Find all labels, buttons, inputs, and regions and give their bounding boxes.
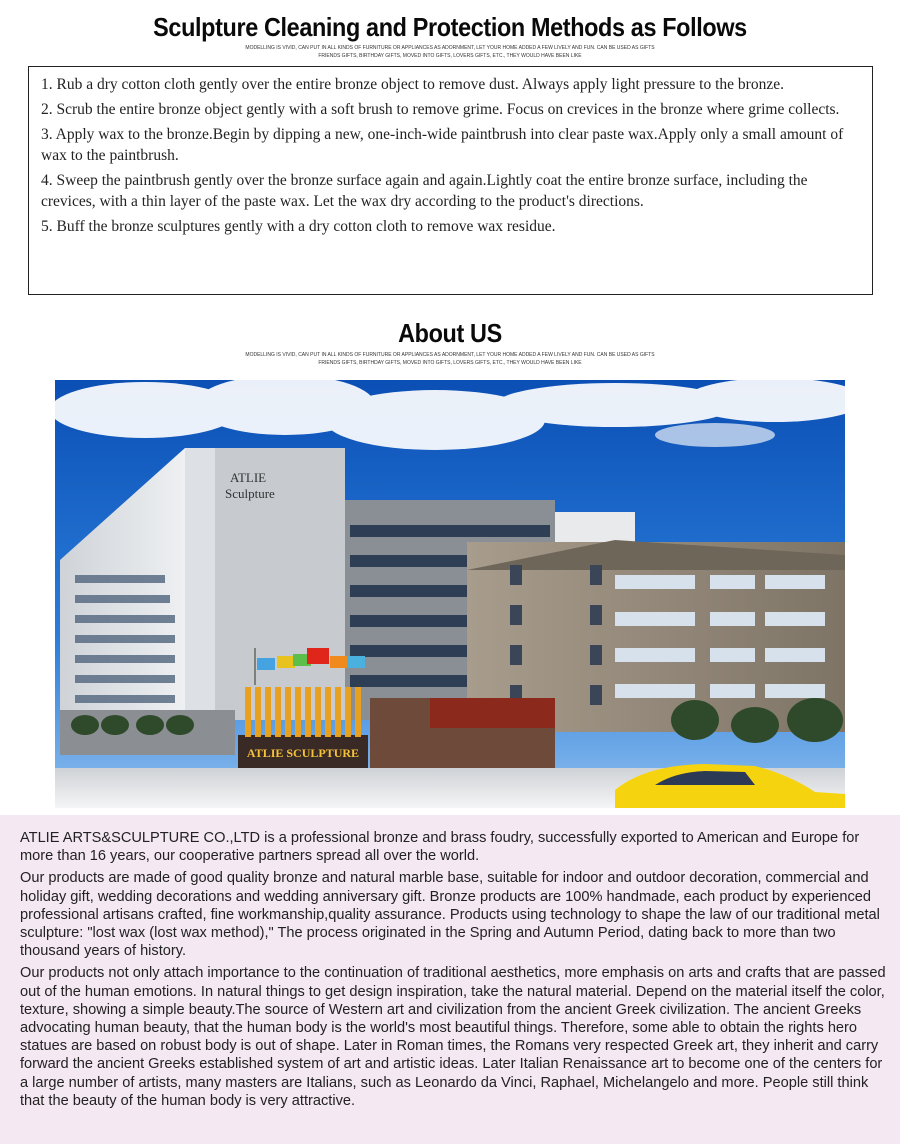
about-text-box — [0, 815, 900, 1144]
cleaning-step-4: 4. Sweep the paintbrush gently over the bronze surface again and again.Lightly coat the entire bronze surface, including the crevices, with a thin layer of the paste wax. Let the wax dry according to the product's directions. — [41, 172, 808, 210]
cleaning-title: Sculpture Cleaning and Protection Methods as Follows — [153, 12, 747, 42]
factory-photo — [55, 380, 845, 808]
building-sign-line-2: Sculpture — [225, 486, 275, 501]
about-subtitle: MODELLING IS VIVID, CAN PUT IN ALL KINDS OF FURNITURE OR APPLIANCES AS ADORNMENT, LET YOUR HOME ADDED A FEW LIVELY AND FUN. CAN BE USED AS GIFTS FRIENDS GIFTS, BIRTHDAY GIFTS, MOVED INTO GIFTS, LOVERS GIFTS, ETC., THEY WOULD HAVE BEEN LIKE — [245, 352, 655, 366]
about-title: About US — [398, 318, 502, 348]
about-paragraph-2: Our products are made of good quality bronze and natural marble base, suitable for indoor and outdoor decoration, commercial and holiday gift, wedding decorations and wedding anniversary gift. Bronze products are 100% handmade, each product by experienced professional artisans crafted, fine workmanship,quality assurance. Products using technology to shape the law of our traditional metal sculpture: "lost wax (lost wax method)," The process originated in the Spring and Autumn Period, dating back to more than two thousand years of history. — [20, 870, 880, 960]
gate-sign: ATLIE SCULPTURE — [246, 746, 360, 760]
about-paragraph-1: ATLIE ARTS&SCULPTURE CO.,LTD is a professional bronze and brass foudry, successfully exported to American and Europe for more than 16 years, our cooperative partners spread all over the world. — [20, 830, 860, 865]
cleaning-step-2: 2. Scrub the entire bronze object gently with a soft brush to remove grime. Focus on crevices in the bronze where grime collects. — [41, 101, 840, 118]
cleaning-subtitle: MODELLING IS VIVID, CAN PUT IN ALL KINDS OF FURNITURE OR APPLIANCES AS ADORNMENT, LET YOUR HOME ADDED A FEW LIVELY AND FUN. CAN BE USED AS GIFTS FRIENDS GIFTS, BIRTHDAY GIFTS, MOVED INTO GIFTS, LOVERS GIFTS, ETC., THEY WOULD HAVE BEEN LIKE — [245, 45, 655, 59]
cleaning-step-5: 5. Buff the bronze sculptures gently with a dry cotton cloth to remove wax residue. — [41, 218, 556, 235]
about-paragraph-3: Our products not only attach importance to the continuation of traditional aesthetics, more emphasis on arts and crafts that are passed out of the human emotions. In natural things to get design inspiration, take the natural material. Depend on the material itself the color, texture, showing a simple beauty.The source of Western art and civilization from the ancient Greek civilization. The ancient Greeks advocating human beauty, that the human body is the world's most beautiful things. Therefore, some able to obtain the rights hero statues are based on robust body is out of shape. Later in Roman times, the Romans very respected Greek art, they inherit and carry forward the ancient Greeks established system of art and artistic ideas. Later Italian Renaissance art to become one of the centers for a large number of artists, many masters are Italians, such as Leonardo da Vinci, Raphael, Michelangelo and more. People still think that the beauty of the human body is very attractive. — [20, 965, 886, 1109]
cleaning-steps-box — [28, 66, 873, 295]
building-sign-line-1: ATLIE — [230, 470, 267, 485]
cleaning-step-1: 1. Rub a dry cotton cloth gently over the entire bronze object to remove dust. Always apply light pressure to the bronze. — [41, 76, 784, 93]
cleaning-step-3: 3. Apply wax to the bronze.Begin by dipping a new, one-inch-wide paintbrush into clear paste wax.Apply only a small amount of wax to the paintbrush. — [41, 126, 844, 164]
